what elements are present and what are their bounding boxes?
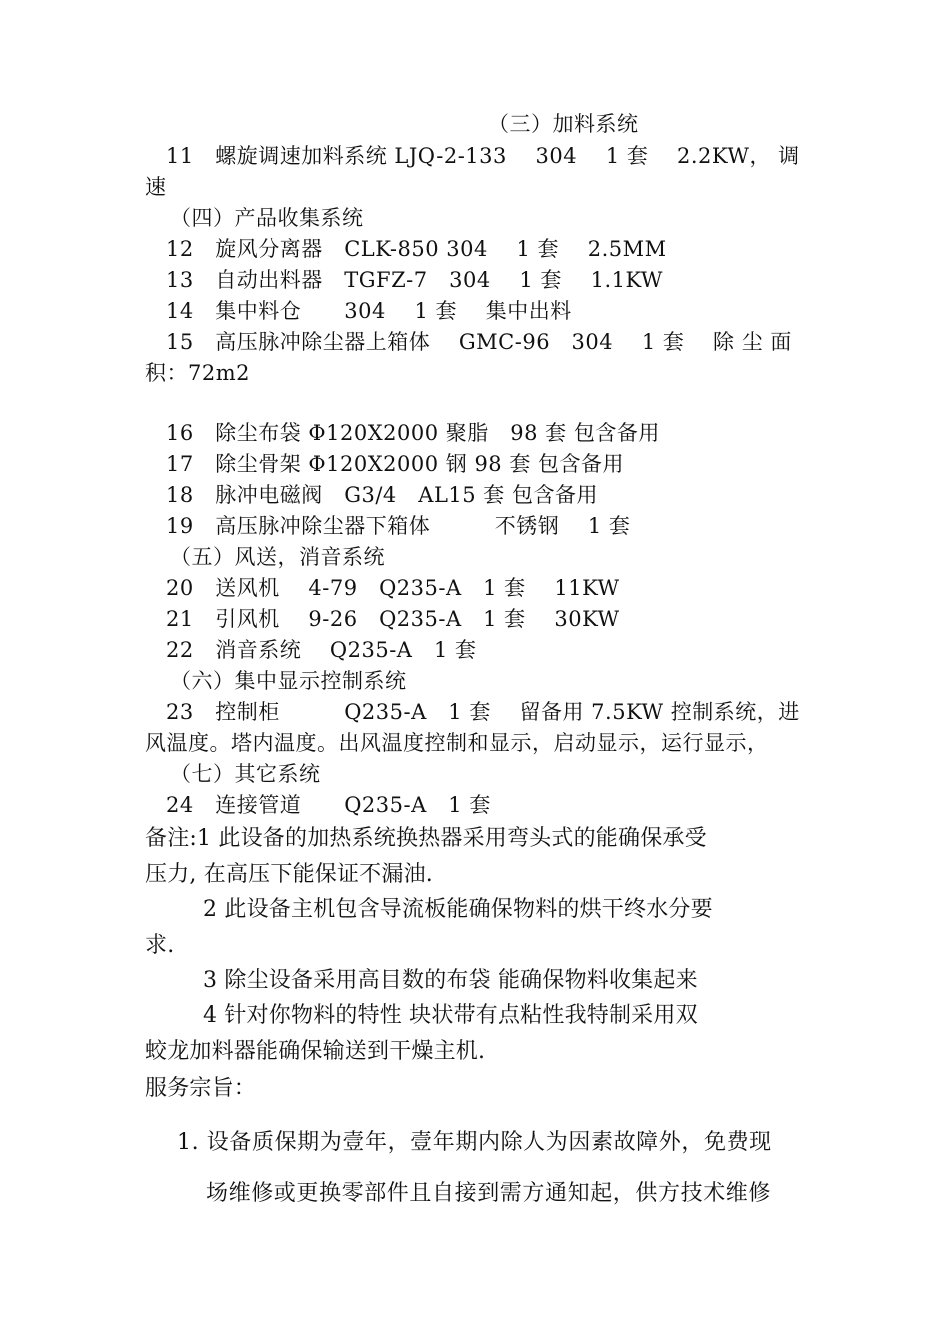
section-heading-feeding: （三）加料系统	[488, 112, 639, 136]
item-14: 14 集中料仓 304 1 套 集中出料	[166, 299, 572, 323]
service-item-1-continued: 场维修或更换零部件且自接到需方通知起，供方技术维修	[206, 1181, 772, 1206]
item-22: 22 消音系统 Q235-A 1 套	[166, 638, 477, 662]
section-heading-control: （六）集中显示控制系统	[170, 669, 407, 693]
section-heading-other: （七）其它系统	[170, 762, 321, 786]
note-1-continued: 压力, 在高压下能保证不漏油.	[145, 862, 433, 887]
item-23-continued: 风温度。塔内温度。出风温度控制和显示，启动显示，运行显示，	[145, 731, 769, 755]
item-23: 23 控制柜 Q235-A 1 套 留备用 7.5KW 控制系统，进	[166, 700, 800, 724]
note-4-continued: 蛟龙加料器能确保输送到干燥主机.	[145, 1039, 486, 1064]
section-heading-air: （五）风送，消音系统	[170, 545, 385, 569]
section-heading-collection: （四）产品收集系统	[170, 206, 364, 230]
service-heading: 服务宗旨：	[145, 1076, 257, 1101]
item-24: 24 连接管道 Q235-A 1 套	[166, 793, 491, 817]
item-20: 20 送风机 4-79 Q235-A 1 套 11KW	[166, 576, 620, 600]
item-12: 12 旋风分离器 CLK-850 304 1 套 2.5MM	[166, 237, 667, 261]
note-1: 备注:1 此设备的加热系统换热器采用弯头式的能确保承受	[145, 826, 707, 851]
item-13: 13 自动出料器 TGFZ-7 304 1 套 1.1KW	[166, 268, 664, 292]
item-21: 21 引风机 9-26 Q235-A 1 套 30KW	[166, 607, 620, 631]
item-15-continued: 积：72m2	[145, 361, 250, 385]
item-11: 11 螺旋调速加料系统 LJQ-2-133 304 1 套 2.2KW， 调	[166, 144, 800, 168]
note-2-continued: 求.	[145, 933, 175, 958]
note-4: 4 针对你物料的特性 块状带有点粘性我特制采用双	[203, 1003, 698, 1028]
item-19: 19 高压脉冲除尘器下箱体 不锈钢 1 套	[166, 514, 631, 538]
note-3: 3 除尘设备采用高目数的布袋 能确保物料收集起来	[203, 968, 698, 993]
service-item-1: 1. 设备质保期为壹年，壹年期内除人为因素故障外，免费现	[177, 1130, 772, 1155]
note-2: 2 此设备主机包含导流板能确保物料的烘干终水分要	[203, 897, 713, 922]
item-11-continued: 速	[145, 175, 167, 199]
item-15: 15 高压脉冲除尘器上箱体 GMC-96 304 1 套 除 尘 面	[166, 330, 792, 354]
item-18: 18 脉冲电磁阀 G3/4 AL15 套 包含备用	[166, 483, 598, 507]
item-16: 16 除尘布袋 Φ120X2000 聚脂 98 套 包含备用	[166, 421, 660, 445]
item-17: 17 除尘骨架 Φ120X2000 钢 98 套 包含备用	[166, 452, 625, 476]
